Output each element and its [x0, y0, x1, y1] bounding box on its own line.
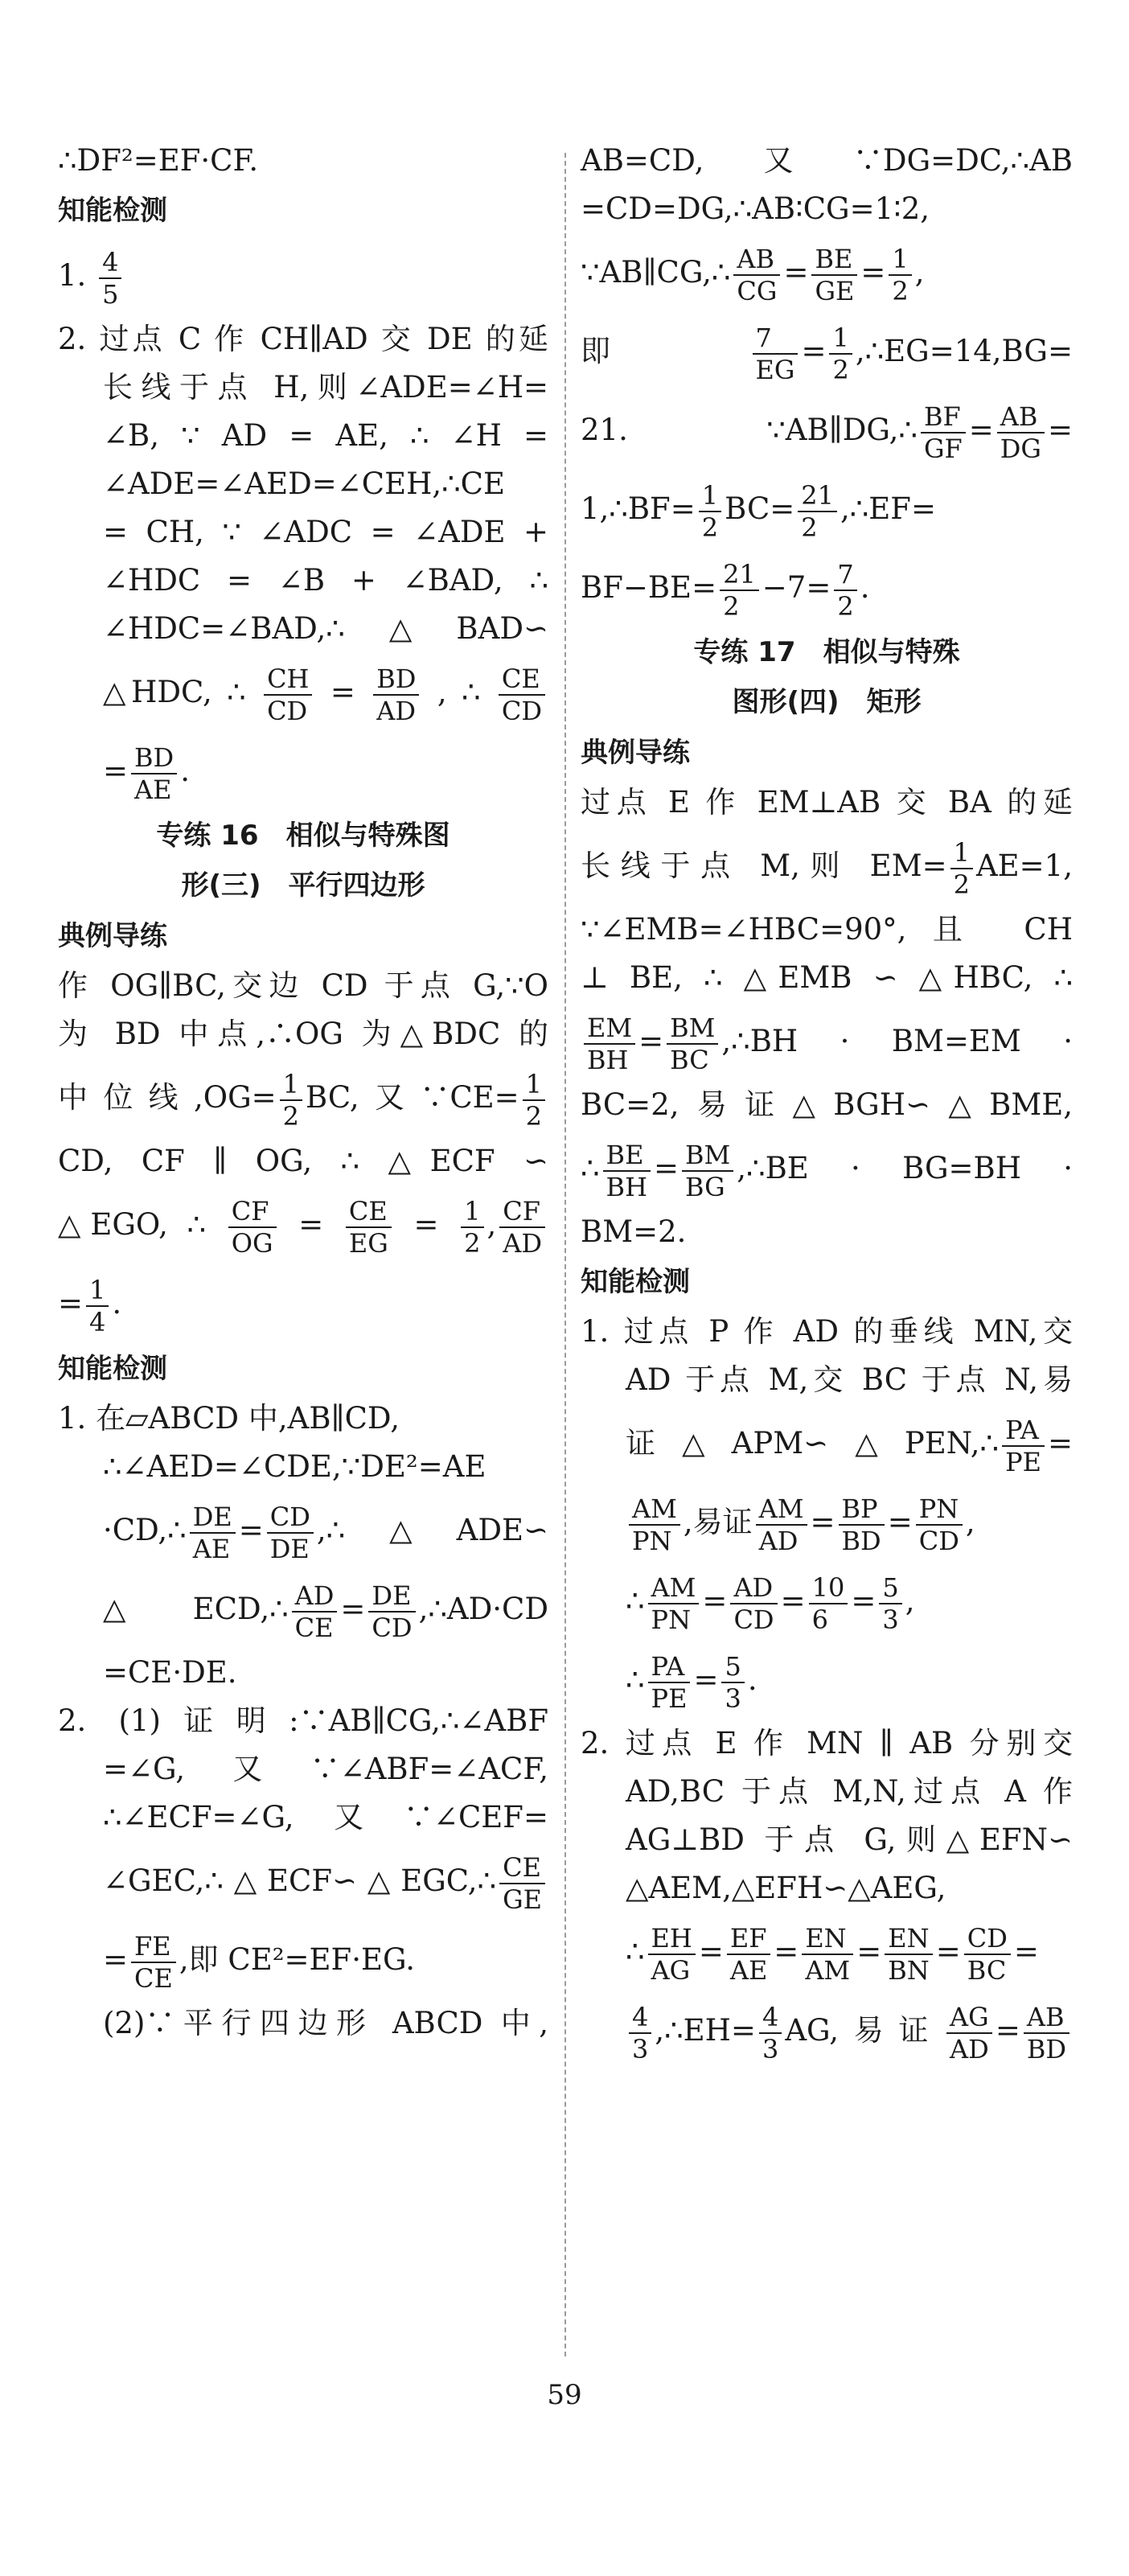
denominator: AD: [376, 695, 417, 726]
formula-text: ,∴BH · BM=EM ·: [721, 1024, 1073, 1058]
numerator: AM: [648, 1572, 700, 1604]
text-line: =CD=DG,∴AB∶CG=1∶2,: [581, 191, 930, 226]
numerator: 7: [753, 323, 799, 355]
formula-text: =: [810, 1505, 835, 1539]
formula-text: =: [780, 1584, 806, 1618]
fraction: [86, 1275, 109, 1337]
numerator: BF: [921, 401, 966, 433]
text-line: =CE·DE.: [103, 1655, 237, 1690]
formula-text: =: [58, 1286, 84, 1321]
formula-text: 21. ∵AB∥DG,∴: [581, 413, 918, 447]
fraction: [648, 1923, 696, 1986]
numerator: FE: [131, 1931, 176, 1963]
formula-text: ,∴EH=: [655, 2013, 756, 2048]
fraction: [964, 1923, 1011, 1986]
denominator: AD: [503, 1227, 543, 1259]
formula-text: ,∴EF=: [840, 491, 936, 526]
numerator: DE: [190, 1502, 236, 1534]
fraction: [584, 1013, 635, 1075]
formula-text: ,: [965, 1505, 975, 1539]
denominator: EG: [755, 354, 795, 385]
formula-line: [581, 391, 1073, 470]
denominator: GF: [923, 433, 963, 464]
text-line: △AEM,△EFH∽△AEG,: [626, 1871, 946, 1905]
formula-line: [581, 1991, 1073, 2070]
numerator: AM: [629, 1493, 680, 1526]
fraction: [190, 1502, 236, 1564]
numerator: DE: [368, 1580, 415, 1613]
formula-text: ∵AB∥CG,∴: [581, 255, 731, 290]
fraction: [1002, 1415, 1045, 1477]
numerator: CH: [264, 664, 312, 696]
numerator: 7: [834, 559, 856, 591]
formula-text: ,∴BE · BG=BH ·: [737, 1151, 1073, 1185]
fraction: [648, 1572, 700, 1635]
denominator: 2: [892, 275, 909, 306]
fraction: [839, 1493, 885, 1556]
numerator: BM: [667, 1013, 718, 1045]
text-line: 作 OG∥BC,交边 CD 于点 G,∵O: [58, 968, 548, 1003]
fraction: [267, 1502, 314, 1564]
formula-text: ,: [905, 1584, 915, 1618]
text-line: AD 于点 M,交 BC 于点 N,易: [626, 1362, 1073, 1397]
formula-text: ∴: [626, 1934, 645, 1969]
fraction: [368, 1580, 415, 1643]
numerator: AM: [756, 1493, 807, 1526]
denominator: AE: [729, 1954, 768, 1986]
fraction: [629, 2002, 651, 2064]
text-line: ⊥ BE, ∴ △EMB ∽ △HBC, ∴: [581, 960, 1073, 995]
fraction: [499, 1852, 545, 1915]
denominator: PN: [632, 1525, 672, 1556]
fraction: [648, 1651, 691, 1714]
fraction: [798, 480, 837, 543]
denominator: CE: [294, 1612, 334, 1643]
formula-text: =: [856, 1934, 882, 1969]
formula-line: [58, 1921, 548, 1999]
formula-text: AG,易证: [785, 2013, 944, 2048]
section-heading: 知能检测: [58, 1353, 167, 1385]
denominator: BC: [967, 1954, 1007, 1986]
formula-text: =: [330, 675, 355, 709]
numerator: CE: [346, 1196, 392, 1228]
formula-text: ,即 CE²=EF·EG.: [179, 1942, 415, 1977]
numerator: 1: [950, 837, 973, 869]
numerator: BD: [373, 664, 419, 696]
fraction: [461, 1196, 483, 1259]
numerator: CE: [499, 664, 545, 696]
fraction: [523, 1069, 545, 1132]
numerator: PA: [648, 1651, 691, 1683]
text-line: ∵∠EMB=∠HBC=90°,且 CH: [581, 912, 1073, 947]
fraction: [499, 664, 545, 726]
denominator: BD: [841, 1525, 881, 1556]
text-line: AD,BC 于点 M,N,过点 A 作: [626, 1774, 1073, 1809]
numerator: EN: [802, 1923, 853, 1955]
denominator: 4: [89, 1306, 106, 1337]
fraction: [802, 1923, 853, 1986]
denominator: DG: [1000, 433, 1041, 464]
section-heading: 知能检测: [581, 1266, 690, 1298]
formula-text: =: [860, 255, 886, 290]
formula-line: [581, 548, 1073, 627]
text-line: 为 BD 中点,∴OG 为△BDC 的: [58, 1017, 548, 1051]
numerator: AG: [946, 2002, 992, 2034]
right-column: [581, 137, 1073, 2070]
formula-text: BF−BE=: [581, 570, 717, 605]
formula-text: =: [1013, 1934, 1039, 1969]
denominator: CG: [737, 275, 778, 306]
numerator: CF: [499, 1196, 545, 1228]
denominator: CE: [134, 1962, 173, 1994]
formula-text: =: [995, 2013, 1020, 2048]
numerator: 4: [629, 2002, 651, 2034]
denominator: 6: [811, 1604, 828, 1635]
formula-text: ,易证: [683, 1505, 753, 1539]
fraction: [667, 1013, 718, 1075]
formula-text: =: [887, 1505, 913, 1539]
numerator: 4: [99, 247, 121, 279]
fraction: [99, 247, 121, 310]
text-line: 1. 在▱ABCD 中,AB∥CD,: [58, 1401, 400, 1436]
formula-text: .: [747, 1662, 757, 1697]
denominator: BN: [888, 1954, 930, 1986]
denominator: 2: [723, 590, 740, 622]
formula-text: AE=1,: [975, 848, 1073, 883]
text-line: ∠ADE=∠AED=∠CEH,∴CE: [103, 466, 506, 501]
formula-text: =: [653, 1151, 679, 1185]
denominator: OG: [231, 1227, 273, 1259]
left-column: [58, 137, 548, 2048]
denominator: BD: [1026, 2033, 1066, 2064]
numerator: BE: [603, 1140, 651, 1172]
text-line: AG⊥BD 于点 G,则△EFN∽: [626, 1822, 1073, 1857]
numerator: CD: [267, 1502, 314, 1534]
numerator: AD: [292, 1580, 338, 1613]
denominator: CD: [372, 1612, 413, 1643]
fraction: [1024, 2002, 1069, 2064]
text-line: ∠HDC=∠BAD,∴△BAD∽: [103, 611, 548, 646]
formula-text: ,∴EG=14,BG=: [855, 334, 1073, 368]
text-line: ∴∠ECF=∠G,又∵∠CEF=: [103, 1800, 548, 1834]
formula-text: =: [1047, 413, 1073, 447]
numerator: BE: [811, 244, 857, 276]
denominator: 3: [762, 2033, 779, 2064]
formula-line: [581, 1483, 1073, 1562]
numerator: PA: [1002, 1415, 1045, 1447]
numerator: EN: [885, 1923, 933, 1955]
denominator: CD: [918, 1525, 959, 1556]
denominator: AM: [805, 1954, 851, 1986]
fraction: [829, 323, 852, 385]
denominator: 2: [464, 1227, 481, 1259]
formula-text: 即: [581, 334, 749, 368]
numerator: 1: [461, 1196, 483, 1228]
denominator: EG: [348, 1227, 388, 1259]
denominator: PN: [651, 1604, 692, 1635]
numerator: 21: [720, 559, 759, 591]
denominator: 2: [837, 590, 854, 622]
numerator: AB: [997, 401, 1045, 433]
numerator: EF: [727, 1923, 770, 1955]
text-line: 2. (1)证明:∵AB∥CG,∴∠ABF: [58, 1703, 548, 1738]
denominator: GE: [815, 275, 855, 306]
denominator: AG: [651, 1954, 691, 1986]
formula-text: △HDC, ∴: [103, 675, 246, 709]
fraction: [720, 559, 759, 622]
formula-line: [581, 1641, 1073, 1719]
fraction: [997, 401, 1045, 464]
fraction: [811, 244, 857, 306]
formula-text: ∴: [626, 1584, 645, 1618]
formula-text: =: [238, 1513, 264, 1547]
formula-text: =: [774, 1934, 799, 1969]
formula-line: [58, 1264, 548, 1343]
text-line: = CH, ∵ ∠ADC = ∠ADE +: [103, 515, 548, 549]
text-line: BM=2.: [581, 1214, 687, 1249]
formula-text: =: [1047, 1426, 1073, 1461]
formula-line: [58, 1185, 548, 1264]
section-heading: 典例导练: [58, 920, 167, 952]
text-line: (2)∵平行四边形 ABCD 中,: [103, 2006, 548, 2040]
formula-text: =: [340, 1592, 366, 1626]
numerator: 4: [759, 2002, 782, 2034]
formula-line: [581, 1404, 1073, 1483]
formula-text: ·CD,∴: [103, 1513, 187, 1547]
formula-text: =: [783, 255, 809, 290]
formula-text: .: [112, 1286, 122, 1321]
fraction: [292, 1580, 338, 1643]
formula-text: =: [103, 1942, 129, 1977]
numerator: CE: [499, 1852, 545, 1884]
answer-line: [58, 236, 548, 315]
text-line: AB=CD,又∵DG=DC,∴AB: [581, 143, 1073, 178]
denominator: 2: [282, 1100, 300, 1132]
formula-text: =: [968, 413, 994, 447]
fraction: [809, 1572, 848, 1635]
formula-text: ,∴AD·CD: [418, 1592, 548, 1626]
denominator: CD: [267, 695, 308, 726]
fraction: [346, 1196, 392, 1259]
formula-line: [58, 1058, 548, 1137]
formula-line: [58, 1570, 548, 1649]
numerator: 5: [721, 1651, 744, 1683]
text-line: ∠HDC = ∠B + ∠BAD, ∴: [103, 563, 548, 598]
numerator: 1: [280, 1069, 302, 1101]
numerator: PN: [916, 1493, 963, 1526]
topic-title: 专练 17 相似与特殊: [693, 636, 960, 668]
fraction: [946, 2002, 992, 2064]
topic-title: 图形(四) 矩形: [732, 686, 922, 718]
formula-text: −7=: [762, 570, 831, 605]
formula-text: =: [693, 1662, 719, 1697]
denominator: BC: [670, 1044, 709, 1075]
formula-line: [58, 732, 548, 811]
fraction: [879, 1572, 901, 1635]
numerator: 1: [889, 244, 911, 276]
formula-line: [581, 1912, 1073, 1991]
denominator: 5: [102, 278, 119, 310]
formula-text: ,∴△ADE∽: [316, 1513, 548, 1547]
fraction: [264, 664, 312, 726]
fraction: [916, 1493, 963, 1556]
page-number: 59: [547, 2379, 582, 2411]
denominator: GE: [503, 1884, 542, 1915]
formula-line: [58, 1491, 548, 1570]
fraction: [721, 1651, 744, 1714]
fraction: [603, 1140, 651, 1202]
denominator: BH: [606, 1171, 647, 1202]
text-line: CD, CF ∥ OG, ∴ △ECF ∽: [58, 1144, 548, 1178]
numerator: AD: [730, 1572, 777, 1604]
formula-line: [58, 653, 548, 732]
numerator: 1: [86, 1275, 109, 1307]
formula-text: 1.: [58, 258, 87, 293]
denominator: 2: [525, 1100, 542, 1132]
formula-text: ∠GEC,∴△ECF∽△EGC,∴: [103, 1863, 497, 1898]
text-line: 2. 过点 E 作 MN ∥ AB 分别交: [581, 1726, 1073, 1760]
formula-text: ,: [486, 1207, 497, 1242]
text-line: 1. 过点 P 作 AD 的垂线 MN,交: [581, 1314, 1073, 1349]
formula-line: [581, 1129, 1073, 1208]
text-line: 2. 过点 C 作 CH∥AD 交 DE 的延: [58, 322, 548, 356]
numerator: BM: [682, 1140, 733, 1172]
denominator: 3: [882, 1604, 899, 1635]
fraction: [885, 1923, 933, 1986]
topic-title: 专练 16 相似与特殊图: [156, 820, 450, 852]
formula-text: BC,又∵CE=: [306, 1080, 519, 1115]
topic-title: 形(三) 平行四边形: [181, 869, 425, 902]
denominator: 2: [953, 869, 970, 900]
formula-text: =: [413, 1207, 439, 1242]
formula-text: =: [103, 754, 129, 788]
formula-line: [581, 470, 1073, 548]
denominator: AD: [758, 1525, 799, 1556]
denominator: AE: [134, 774, 172, 805]
formula-text: 长线于点 M,则 EM=: [581, 848, 947, 883]
numerator: 5: [879, 1572, 901, 1604]
fraction: [682, 1140, 733, 1202]
formula-text: , ∴: [437, 675, 481, 709]
numerator: 1: [699, 480, 721, 512]
text-line: 长线于点 H,则∠ADE=∠H=: [103, 370, 548, 405]
denominator: BG: [684, 1171, 725, 1202]
formula-text: =: [935, 1934, 961, 1969]
formula-text: =: [801, 334, 827, 368]
denominator: 2: [832, 354, 849, 385]
formula-line: [581, 1002, 1073, 1081]
fraction: [629, 1493, 680, 1556]
formula-text: 中位线,OG=: [58, 1080, 277, 1115]
formula-text: =: [638, 1024, 664, 1058]
numerator: EM: [584, 1013, 635, 1045]
denominator: 2: [701, 512, 719, 543]
denominator: 3: [725, 1682, 741, 1714]
formula-text: =: [698, 1934, 724, 1969]
formula-line: [581, 233, 1073, 312]
denominator: 3: [632, 2033, 649, 2064]
fraction: [727, 1923, 770, 1986]
numerator: 21: [798, 480, 837, 512]
fraction: [733, 244, 780, 306]
fraction: [921, 401, 966, 464]
numerator: 1: [523, 1069, 545, 1101]
denominator: CD: [501, 695, 543, 726]
denominator: PE: [651, 1682, 688, 1714]
numerator: BD: [131, 742, 177, 774]
numerator: CF: [228, 1196, 277, 1228]
formula-text: =: [298, 1207, 324, 1242]
formula-text: ∴: [626, 1662, 645, 1697]
section-heading: 知能检测: [58, 195, 167, 227]
formula-text: BC=: [725, 491, 795, 526]
denominator: AD: [950, 2033, 989, 2064]
fraction: [950, 837, 973, 900]
formula-text: 证△APM∽△PEN,∴: [626, 1426, 1000, 1461]
formula-text: .: [860, 570, 870, 605]
column-divider: [564, 153, 566, 2356]
denominator: 2: [801, 512, 818, 543]
fraction: [373, 664, 419, 726]
numerator: EH: [648, 1923, 696, 1955]
formula-text: △EGO, ∴: [58, 1207, 207, 1242]
denominator: DE: [269, 1533, 310, 1564]
denominator: PE: [1005, 1446, 1041, 1477]
formula-line: [581, 827, 1073, 906]
fraction: [131, 742, 177, 805]
denominator: AE: [192, 1533, 231, 1564]
formula-text: 1,∴BF=: [581, 491, 696, 526]
text-line: =∠G,又∵∠ABF=∠ACF,: [103, 1752, 548, 1786]
formula-text: △ECD,∴: [103, 1592, 289, 1626]
text-line: 过点 E 作 EM⊥AB 交 BA 的延: [581, 785, 1073, 820]
fraction: [759, 2002, 782, 2064]
text-line: ∴∠AED=∠CDE,∵DE²=AE: [103, 1449, 486, 1484]
formula-text: .: [180, 754, 190, 788]
fraction: [499, 1196, 545, 1259]
numerator: AB: [733, 244, 780, 276]
fraction: [131, 1931, 176, 1994]
formula-line: [581, 312, 1073, 391]
formula-text: =: [851, 1584, 877, 1618]
fraction: [228, 1196, 277, 1259]
section-heading: 典例导练: [581, 737, 690, 769]
formula-text: =: [702, 1584, 728, 1618]
formula-line: [581, 1562, 1073, 1641]
formula-text: ∴: [581, 1151, 600, 1185]
text-line: ∠B, ∵ AD = AE, ∴ ∠H =: [103, 418, 548, 453]
fraction: [753, 323, 799, 385]
text-line: BC=2,易证△BGH∽△BME,: [581, 1087, 1073, 1122]
numerator: BP: [839, 1493, 885, 1526]
numerator: 1: [829, 323, 852, 355]
formula-text: ,: [914, 255, 925, 290]
fraction: [834, 559, 856, 622]
text-line: ∴DF²=EF·CF.: [58, 143, 259, 178]
fraction: [280, 1069, 302, 1132]
fraction: [699, 480, 721, 543]
fraction: [730, 1572, 777, 1635]
denominator: BH: [587, 1044, 629, 1075]
fraction: [889, 244, 911, 306]
numerator: CD: [964, 1923, 1011, 1955]
denominator: CD: [733, 1604, 774, 1635]
numerator: AB: [1024, 2002, 1069, 2034]
formula-line: [58, 1842, 548, 1921]
numerator: 10: [809, 1572, 848, 1604]
fraction: [756, 1493, 807, 1556]
